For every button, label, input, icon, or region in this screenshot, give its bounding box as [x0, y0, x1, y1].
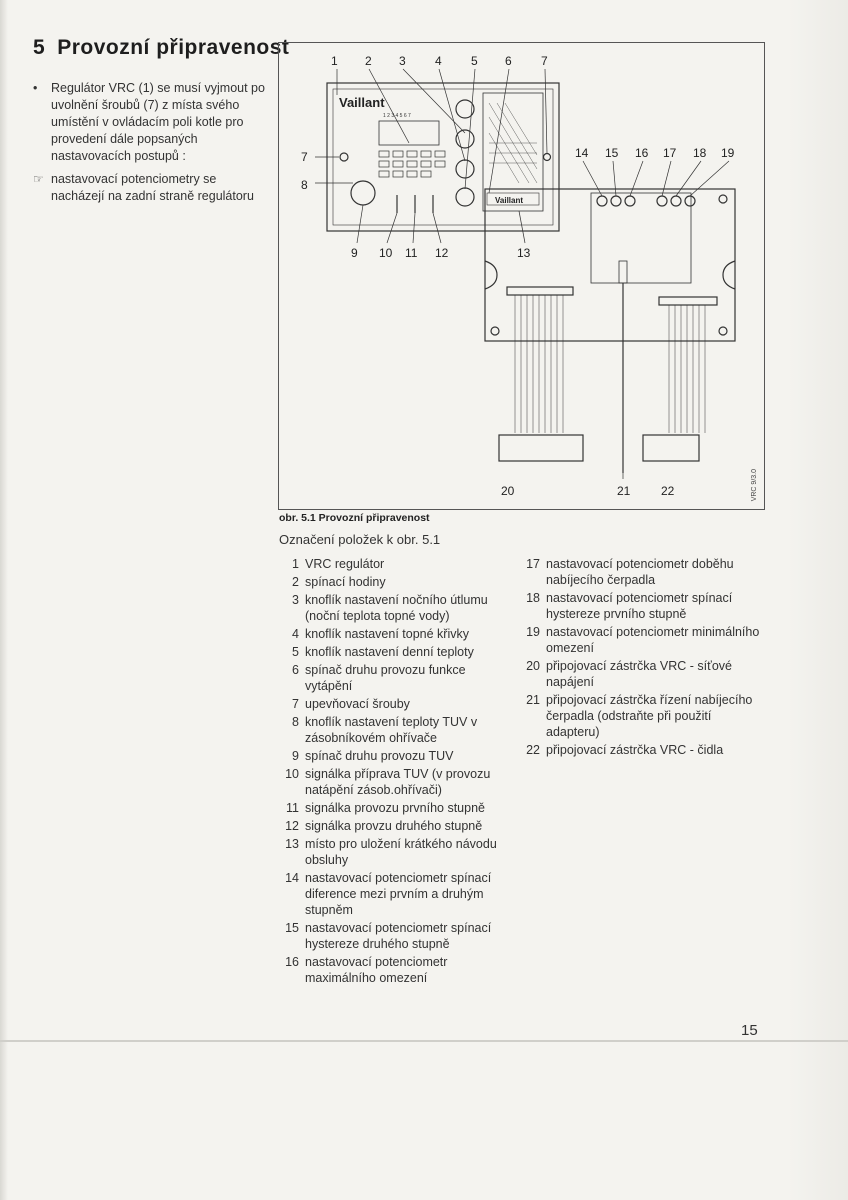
- legend-item-text: nastavovací potenciometr doběhu nabíjecího čerpadla: [546, 557, 734, 587]
- legend-item: [279, 592, 515, 624]
- page-number: 15: [741, 1022, 758, 1039]
- pointing-hand-icon: ☞: [33, 172, 44, 186]
- legend-item: [279, 574, 515, 590]
- legend-item: [279, 626, 515, 642]
- legend-item-number: 22: [526, 743, 540, 757]
- legend-item: [520, 590, 765, 622]
- section-number: 5: [33, 36, 46, 59]
- legend-item-text: signálka příprava TUV (v provozu natápění zásob.ohřívači): [305, 767, 491, 797]
- legend-item-number: 13: [285, 837, 299, 851]
- figure-5-1: [278, 42, 765, 510]
- brand-logo-text: Vaillant: [339, 95, 385, 110]
- callout-7: 7: [541, 54, 548, 68]
- legend-item: [279, 748, 515, 764]
- legend-item: [520, 556, 765, 588]
- figure-code: VRC 9/3.0: [751, 468, 758, 501]
- legend-item: [279, 818, 515, 834]
- callout-13: 13: [517, 246, 531, 260]
- legend-item-text: signálka provozu prvního stupně: [305, 801, 485, 815]
- legend-item: [279, 662, 515, 694]
- callout-11: 11: [405, 246, 418, 260]
- legend-item-text: nastavovací potenciometr spínací diference mezi prvním a druhým stupněm: [305, 871, 492, 917]
- legend-item: [520, 692, 765, 740]
- callout-6: 6: [505, 54, 512, 68]
- callout-4: 4: [435, 54, 442, 68]
- legend-item-number: 16: [285, 955, 299, 969]
- page-edge-right: [788, 0, 848, 1200]
- legend-title: Označení položek k obr. 5.1: [279, 532, 441, 547]
- legend-item-number: 14: [285, 871, 299, 885]
- legend-item-text: spínací hodiny: [305, 575, 386, 589]
- callout-19: 19: [721, 146, 735, 160]
- section-heading: [33, 36, 289, 60]
- legend-item-number: 10: [285, 767, 299, 781]
- callout-16: 16: [635, 146, 649, 160]
- legend-item-number: 5: [292, 645, 299, 659]
- legend-item-text: připojovací zástrčka VRC - čidla: [546, 743, 724, 757]
- legend-item-number: 4: [292, 627, 299, 641]
- legend-item: [279, 800, 515, 816]
- callout-20: 20: [501, 484, 515, 498]
- intro-block: [33, 80, 269, 211]
- intro-paragraph: Regulátor VRC (1) se musí vyjmout po uvolnění šroubů (7) z místa svého umístění v ovládacím poli kotle pro provedení dále popsaných nastavovacích postupů :: [51, 81, 265, 163]
- legend-right-column: [520, 556, 765, 760]
- legend-item-number: 17: [526, 557, 540, 571]
- section-title: Provozní připravenost: [57, 36, 290, 59]
- legend-item-text: knoflík nastavení nočního útlumu (noční teplota topné vody): [305, 593, 488, 623]
- legend-item-number: 2: [292, 575, 299, 589]
- legend-item-text: nastavovací potenciometr maximálního omezení: [305, 955, 448, 985]
- legend-item-text: nastavovací potenciometr minimálního omezení: [546, 625, 760, 655]
- legend-item-text: spínač druhu provozu TUV: [305, 749, 454, 763]
- legend-item-text: připojovací zástrčka VRC - síťové napájení: [546, 659, 732, 689]
- legend-item-number: 19: [526, 625, 540, 639]
- legend-item: [520, 742, 765, 758]
- legend-item: [279, 920, 515, 952]
- legend-item-number: 18: [526, 591, 540, 605]
- callout-17: 17: [663, 146, 677, 160]
- legend-item-text: upevňovací šrouby: [305, 697, 410, 711]
- figure-caption: obr. 5.1 Provozní připravenost: [279, 512, 430, 524]
- legend-item: [279, 836, 515, 868]
- legend-item-number: 8: [292, 715, 299, 729]
- legend-item-text: knoflík nastavení denní teploty: [305, 645, 474, 659]
- legend-item-text: nastavovací potenciometr spínací hystereze druhého stupně: [305, 921, 492, 951]
- callout-7-left: 7: [301, 150, 308, 164]
- callout-15: 15: [605, 146, 619, 160]
- intro-note: nastavovací potenciometry se nacházejí na zadní straně regulátoru: [51, 172, 254, 203]
- legend-item: [279, 870, 515, 918]
- callout-8: 8: [301, 178, 308, 192]
- callout-18: 18: [693, 146, 707, 160]
- legend-item-number: 11: [286, 801, 299, 815]
- bullet-marker: •: [33, 81, 38, 95]
- legend-item: [279, 954, 515, 986]
- legend-item-number: 7: [292, 697, 299, 711]
- legend-item-number: 6: [292, 663, 299, 677]
- legend-item: [279, 644, 515, 660]
- callout-14: 14: [575, 146, 589, 160]
- legend-item: [279, 696, 515, 712]
- callout-9: 9: [351, 246, 358, 260]
- legend-item-text: připojovací zástrčka řízení nabíjecího čerpadla (odstraňte při použití adapteru): [546, 693, 753, 739]
- callout-21: 21: [617, 484, 631, 498]
- legend-item-text: knoflík nastavení topné křivky: [305, 627, 469, 641]
- legend-item-number: 3: [292, 593, 299, 607]
- legend-item-number: 15: [285, 921, 299, 935]
- legend-item: [520, 624, 765, 656]
- legend-item-number: 1: [292, 557, 299, 571]
- legend-item: [279, 714, 515, 746]
- page-fold: [0, 1040, 848, 1042]
- legend-item-number: 21: [526, 693, 540, 707]
- legend-item: [279, 766, 515, 798]
- callout-3: 3: [399, 54, 406, 68]
- legend-item-text: místo pro uložení krátkého návodu obsluhy: [305, 837, 497, 867]
- intro-bullet-row: [33, 80, 269, 165]
- legend-item-text: signálka provzu druhého stupně: [305, 819, 483, 833]
- legend-item-text: spínač druhu provozu funkce vytápění: [305, 663, 466, 693]
- callout-5: 5: [471, 54, 478, 68]
- regulator-diagram: [279, 43, 764, 509]
- legend-item-text: nastavovací potenciometr spínací hystereze prvního stupně: [546, 591, 733, 621]
- legend-item: [279, 556, 515, 572]
- legend-item-number: 20: [526, 659, 540, 673]
- legend-item-number: 9: [292, 749, 299, 763]
- callout-10: 10: [379, 246, 393, 260]
- legend-item-text: VRC regulátor: [305, 557, 385, 571]
- brand-small-text: Vaillant: [495, 196, 524, 205]
- legend-item-number: 12: [285, 819, 299, 833]
- callout-12: 12: [435, 246, 449, 260]
- page-edge: [0, 0, 8, 1200]
- clock-digits: 1 2 3 4 5 6 7: [383, 113, 411, 119]
- callout-22: 22: [661, 484, 675, 498]
- legend-item: [520, 658, 765, 690]
- legend-left-column: [279, 556, 515, 988]
- callout-1: 1: [331, 54, 338, 68]
- callout-2: 2: [365, 54, 372, 68]
- legend-item-text: knoflík nastavení teploty TUV v zásobníkovém ohřívače: [305, 715, 478, 745]
- intro-note-row: [33, 171, 269, 205]
